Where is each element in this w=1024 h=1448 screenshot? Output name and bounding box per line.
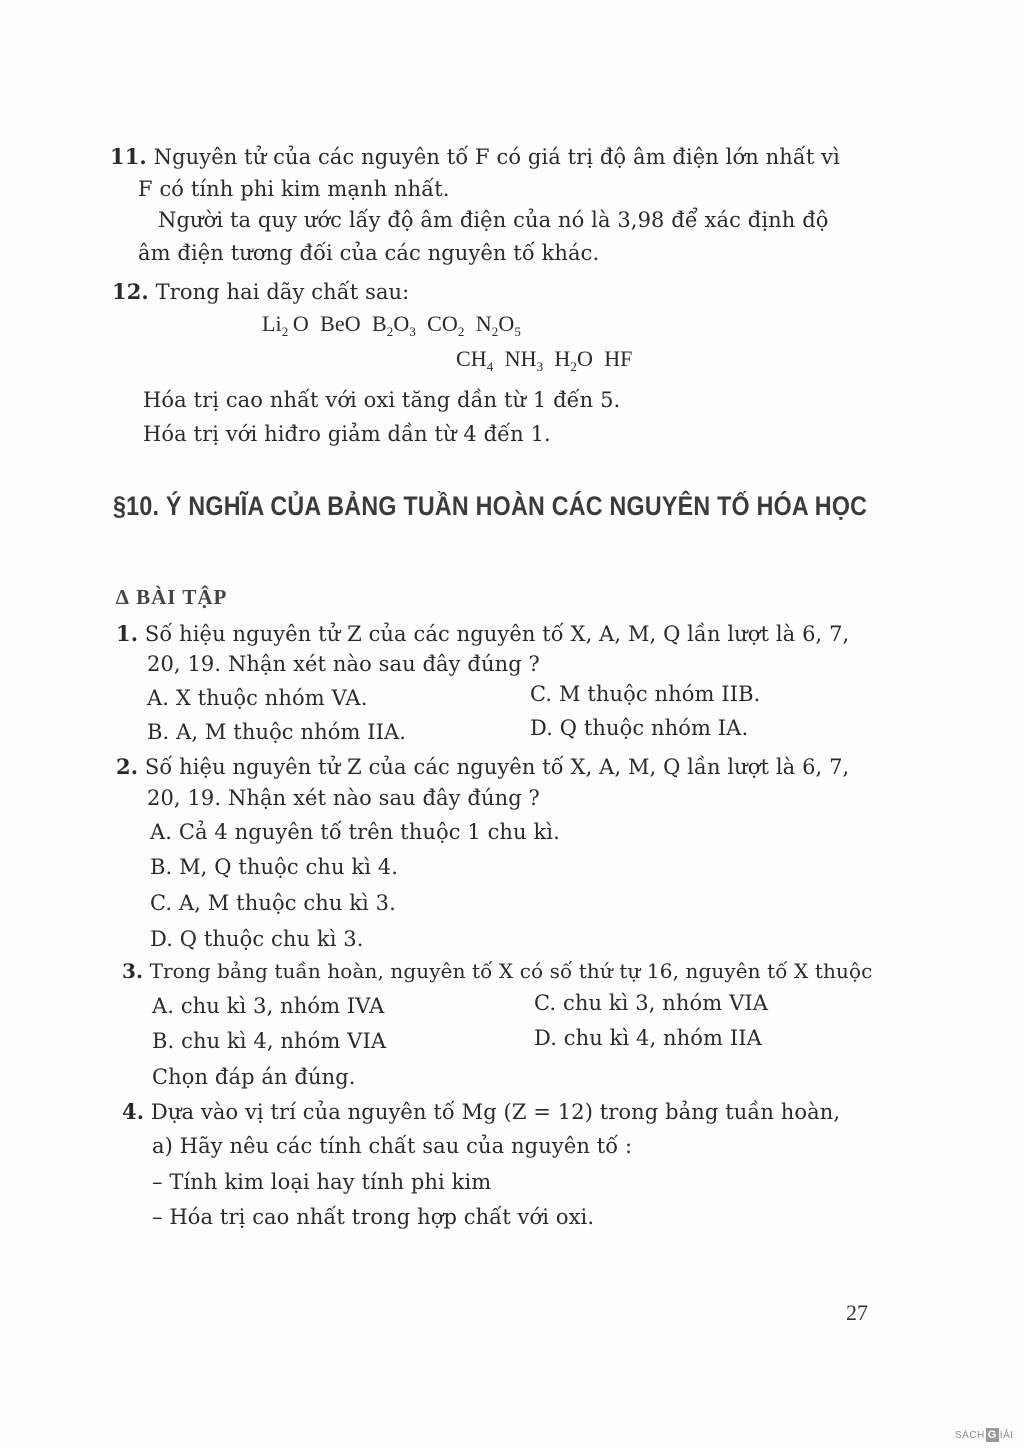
q12-line1: [112, 281, 409, 303]
formula-nh3: $NH_3$: [504, 346, 544, 374]
ex2-line2: 20, 19. Nhận xét nào sau đây đúng ?: [147, 786, 540, 810]
ex3-option-d: D. chu kì 4, nhóm IIA: [534, 1026, 762, 1050]
ex2-line1: [116, 756, 849, 778]
watermark-logo: [955, 1428, 1014, 1442]
formula-co2: $CO_2$: [427, 311, 465, 339]
ex4-text1: Dựa vào vị trí của nguyên tố Mg (Z = 12) trong bảng tuần hoàn,: [150, 1100, 841, 1124]
ex1-number: 1.: [116, 621, 139, 646]
q11-line3: Người ta quy ước lấy độ âm điện của nó là 3,98 để xác định độ: [158, 208, 829, 232]
ex3-option-a: A. chu kì 3, nhóm IVA: [152, 994, 385, 1018]
ex3-text1: Trong bảng tuần hoàn, nguyên tố X có số thứ tự 16, nguyên tố X thuộc: [149, 959, 873, 983]
ex2-option-c: C. A, M thuộc chu kì 3.: [150, 891, 396, 915]
q11-line4: âm điện tương đối của các nguyên tố khác.: [138, 241, 600, 265]
q12-conclusion2: Hóa trị với hiđro giảm dần từ 4 đến 1.: [143, 422, 551, 446]
ex1-line1: [116, 623, 849, 645]
ex3-instruction: Chọn đáp án đúng.: [152, 1065, 356, 1089]
formula-n2o5: $N_2O_5$: [475, 311, 521, 339]
ex2-number: 2.: [116, 754, 139, 779]
ex3-option-c: C. chu kì 3, nhóm VIA: [534, 991, 768, 1015]
ex1-option-a: A. X thuộc nhóm VA.: [147, 686, 368, 710]
formula-b2o3: $B_2O_3$: [371, 311, 416, 339]
q11-text1: Nguyên tử của các nguyên tố F có giá trị độ âm điện lớn nhất vì: [153, 145, 840, 169]
formula-hf: HF: [604, 346, 633, 371]
formula-li2o: $Li_2$ O: [262, 311, 309, 339]
section-title: §10. Ý NGHĨA CỦA BẢNG TUẦN HOÀN CÁC NGUYÊN TỐ HÓA HỌC: [113, 491, 868, 521]
ex1-option-d: D. Q thuộc nhóm IA.: [530, 716, 749, 740]
ex2-option-d: D. Q thuộc chu kì 3.: [150, 927, 364, 951]
ex4-line1: [122, 1101, 840, 1123]
ex1-text1: Số hiệu nguyên tử Z của các nguyên tố X, A, M, Q lần lượt là 6, 7,: [144, 622, 850, 646]
formula-beo: BeO: [320, 311, 361, 336]
ex4-bullet2: – Hóa trị cao nhất trong hợp chất với oxi.: [152, 1205, 595, 1229]
watermark-text-right: IẢI: [999, 1429, 1014, 1441]
q11-line2: F có tính phi kim mạnh nhất.: [138, 177, 450, 201]
ex4-bullet1: – Tính kim loại hay tính phi kim: [152, 1170, 492, 1194]
ex3-option-b: B. chu kì 4, nhóm VIA: [152, 1029, 387, 1053]
formula-h2o: $H_2O$: [554, 346, 593, 374]
exercises-label: ∆ BÀI TẬP: [116, 585, 228, 609]
ex2-text1: Số hiệu nguyên tử Z của các nguyên tố X, A, M, Q lần lượt là 6, 7,: [144, 755, 850, 779]
ex1-option-b: B. A, M thuộc nhóm IIA.: [147, 720, 407, 744]
oxide-series: [262, 311, 521, 339]
page-number: 27: [846, 1300, 868, 1325]
ex1-option-c: C. M thuộc nhóm IIB.: [530, 682, 761, 706]
ex3-line1: [122, 961, 872, 981]
ex4-part-a: a) Hãy nêu các tính chất sau của nguyên tố :: [152, 1134, 633, 1158]
ex1-line2: 20, 19. Nhận xét nào sau đây đúng ?: [147, 652, 540, 676]
formula-ch4: $CH_4$: [456, 346, 494, 374]
q12-conclusion1: Hóa trị cao nhất với oxi tăng dần từ 1 đến 5.: [143, 388, 621, 412]
q11-number: 11.: [110, 144, 147, 169]
q12-intro: Trong hai dãy chất sau:: [155, 280, 410, 304]
ex2-option-a: A. Cả 4 nguyên tố trên thuộc 1 chu kì.: [150, 820, 560, 844]
ex4-number: 4.: [122, 1099, 145, 1124]
ex2-option-b: B. M, Q thuộc chu kì 4.: [150, 855, 399, 879]
hydride-series: [456, 346, 633, 374]
q11-line1: [110, 146, 840, 168]
q12-number: 12.: [112, 279, 149, 304]
watermark-g-icon: G: [987, 1429, 997, 1441]
ex3-number: 3.: [122, 959, 144, 983]
watermark-text-left: SÁCH: [955, 1429, 985, 1441]
